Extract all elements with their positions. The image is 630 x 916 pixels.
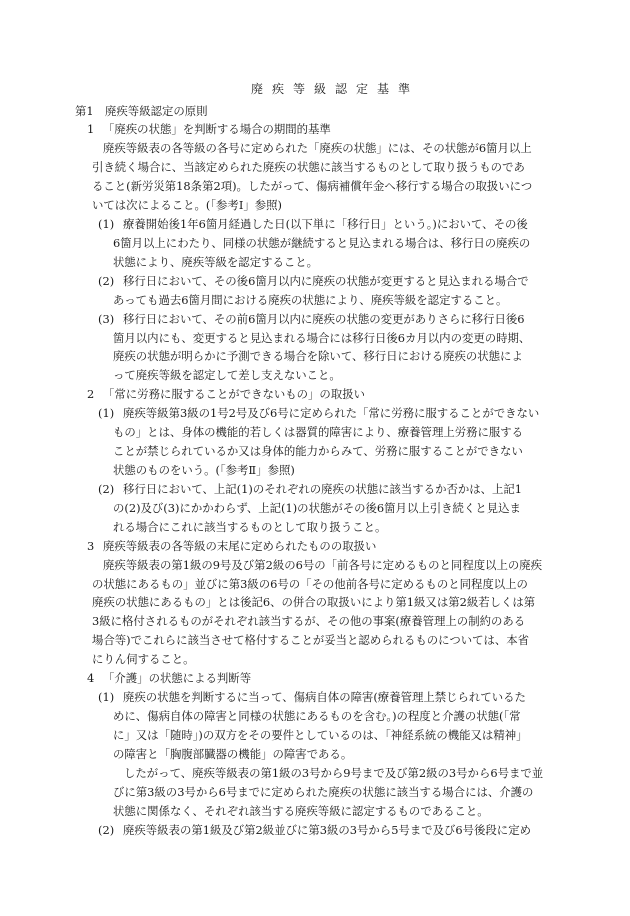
line-text: いては次によること。(「参考Ⅰ」参照) [92,198,282,213]
document-title: 廃疾等級認定基準 [250,82,419,96]
item-number: (2) [98,822,115,837]
item-number: 1 [87,122,95,137]
line-text: 療養開始後1年6箇月経過した日(以下単に「移行日」という。)において、その後 [123,217,528,232]
line-text: に」又は「随時」)の双方をその要件としているのは、「神経系統の機能又は精神」 [113,727,528,742]
text-line [0,442,630,461]
text-line [0,593,630,612]
line-text: ことが禁じられているか又は身体的能力からみて、労務に服することができない [113,444,523,459]
numbered-line [0,272,630,291]
line-text: って廃疾等級を認定して差し支えないこと。 [113,368,341,383]
line-text: 箇月以内にも、変更すると見込まれる場合には移行日後6カ月以内の変更の時期、 [113,330,531,345]
text-line [0,631,630,650]
numbered-line [0,404,630,423]
line-text: びに第3級の3号から6号までに定められた廃疾の状態に該当する場合には、介護の [113,784,534,799]
item-number: 3 [87,538,95,553]
item-number: (2) [98,481,115,496]
text-line [0,499,630,518]
line-text: 「廃疾の状態」を判断する場合の期間的基準 [103,122,331,137]
text-line [0,612,630,631]
line-text: 「常に労務に服することができないもの」の取扱い [103,387,365,402]
text-line [0,783,630,802]
numbered-line [0,215,630,234]
text-line [0,764,630,783]
line-text: れる場合にこれに該当するものとして取り扱うこと。 [113,519,387,534]
line-text: ること(新労災第18条第2項)。したがって、傷病補償年金へ移行する場合の取扱いにつ [92,179,533,194]
text-line [0,745,630,764]
line-text: 廃疾の状態が明らかに予測できる場合を除いて、移行日における廃疾の状態によ [113,349,523,364]
line-text: 廃疾の状態にあるもの」とは後記6、の併合の取扱いにより第1級又は第2級若しくは第 [92,595,536,610]
text-line [0,158,630,177]
numbered-line [0,385,630,404]
numbered-line [0,537,630,556]
numbered-line [0,688,630,707]
item-number: (1) [98,217,115,232]
text-line [0,234,630,253]
line-text: 移行日において、その前6箇月以内に廃疾の状態の変更がありさらに移行日後6 [123,311,525,326]
item-number: 2 [87,387,95,402]
line-text: 引き続く場合に、当該定められた廃疾の状態に該当するものとして取り扱うものであ [92,160,525,175]
text-line [0,253,630,272]
line-text: したがって、廃疾等級表の第1級の3号から9号まで及び第2級の3号から6号まで並 [124,765,544,780]
numbered-line [0,480,630,499]
text-line [0,139,630,158]
text-line [0,177,630,196]
item-number: (1) [98,690,115,705]
line-text: 3級に格付されるものがそれぞれ該当するが、その他の事案(療養管理上の制約のある [92,614,526,629]
line-text: の(2)及び(3)にかかわらず、上記(1)の状態がその後6箇月以上引き続くと見込ま [113,500,521,515]
document-body [0,102,630,840]
line-text: 第1 廃疾等級認定の原則 [75,103,208,118]
text-line [0,518,630,537]
text-line [0,196,630,215]
text-line [0,575,630,594]
line-text: もの」とは、身体の機能的若しくは器質的障害により、療養管理上労務に服する [113,425,524,440]
line-text: あっても過去6箇月間における廃疾の状態により、廃疾等級を認定すること。 [113,292,508,307]
text-line [0,423,630,442]
line-text: 移行日において、上記(1)のそれぞれの廃疾の状態に該当するか否かは、上記1 [123,481,523,496]
line-text: 移行日において、その後6箇月以内に廃疾の状態が変更すると見込まれる場合で [123,273,529,288]
text-line [0,102,630,121]
line-text: 状態に関係なく、それぞれ該当する廃疾等級に認定するものであること。 [113,803,489,818]
item-number: 4 [87,671,95,686]
line-text: 廃疾等級表の各等級の末尾に定められたものの取扱い [103,538,377,553]
line-text: 廃疾等級第3級の1号2号及び6号に定められた「常に労務に服することができない [123,406,540,421]
line-text: 廃疾の状態を判断するに当って、傷病自体の障害(療養管理上禁じられているた [123,690,526,705]
text-line [0,726,630,745]
line-text: 「介護」の状態による判断等 [103,671,252,686]
text-line [0,461,630,480]
line-text: 廃疾等級表の第1級及び第2級並びに第3級の3号から5号まで及び6号後段に定め [123,822,531,837]
line-text: 状態のものをいう。(「参考Ⅱ」参照) [113,463,295,478]
item-number: (1) [98,406,115,421]
numbered-line [0,310,630,329]
line-text: の障害と「胸腹部臓器の機能」の障害である。 [113,746,353,761]
text-line [0,556,630,575]
text-line [0,347,630,366]
text-line [0,707,630,726]
line-text: の状態にあるもの」並びに第3級の6号の「その他前各号に定めるものと同程度以上の [92,576,528,591]
line-text: 場合等)でこれらに該当させて格付することが妥当と認められるものについては、本省 [92,633,530,648]
line-text: にりん伺すること。 [92,652,195,667]
text-line [0,291,630,310]
text-line [0,329,630,348]
line-text: 廃疾等級表の第1級の9号及び第2級の6号の「前各号に定めるものと同程度以上の廃疾 [103,557,543,572]
item-number: (2) [98,273,115,288]
numbered-line [0,669,630,688]
text-line [0,366,630,385]
line-text: めに、傷病自体の障害と同様の状態にあるものを含む。)の程度と介護の状態(「常 [113,709,521,723]
item-number: (3) [98,311,115,326]
numbered-line [0,120,630,139]
text-line [0,650,630,669]
line-text: 廃疾等級表の各等級の各号に定められた「廃疾の状態」には、その状態が6箇月以上 [103,141,532,156]
line-text: 6箇月以上にわたり、同様の状態が継続すると見込まれる場合は、移行日の廃疾の [113,235,531,250]
numbered-line [0,821,630,840]
line-text: 状態により、廃疾等級を認定すること。 [113,254,319,269]
text-line [0,802,630,821]
